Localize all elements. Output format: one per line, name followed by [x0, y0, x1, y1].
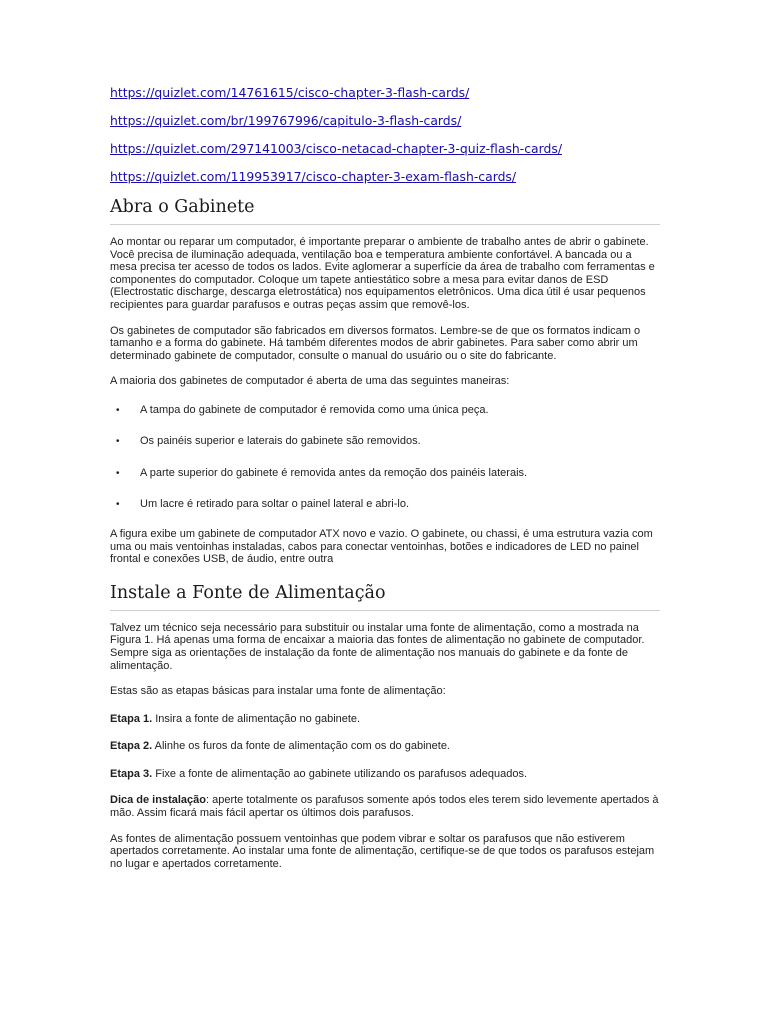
- bullet-list: [110, 404, 660, 512]
- step-label: Etapa 2.: [110, 740, 153, 753]
- step-text: Insira a fonte de alimentação no gabinete.: [152, 712, 361, 725]
- link-quizlet-199767996[interactable]: https://quizlet.com/br/199767996/capitulo-3-flash-cards/: [110, 113, 462, 128]
- tip-label: Dica de instalação: [110, 794, 206, 807]
- link-quizlet-14761615[interactable]: https://quizlet.com/14761615/cisco-chapter-3-flash-cards/: [110, 85, 470, 100]
- link-quizlet-119953917[interactable]: https://quizlet.com/119953917/cisco-chapter-3-exam-flash-cards/: [110, 169, 517, 184]
- document-page: [110, 84, 660, 870]
- paragraph: A maioria dos gabinetes de computador é aberta de uma das seguintes maneiras:: [110, 375, 510, 388]
- step-label: Etapa 1.: [110, 712, 153, 725]
- section-heading-abra-gabinete: Abra o Gabinete: [110, 197, 255, 217]
- list-item: [110, 498, 660, 511]
- list-item-text: Um lacre é retirado para soltar o painel lateral e abri-lo.: [140, 498, 410, 511]
- list-item: [110, 404, 660, 417]
- link-list: [110, 84, 660, 185]
- link-quizlet-297141003[interactable]: https://quizlet.com/297141003/cisco-netacad-chapter-3-quiz-flash-cards/: [110, 141, 562, 156]
- step-label: Etapa 3.: [110, 767, 153, 780]
- paragraph: Talvez um técnico seja necessário para substituir ou instalar uma fonte de alimentação, como a mostrada na Figura 1. Há apenas uma forma de encaixar a maioria das fontes de alimentação no gabinete de computador. Sempre siga as orientações de instalação da fonte de alimentação nos manuais do gabinete e da fonte de alimentação.: [110, 621, 645, 672]
- step-3: [110, 768, 660, 781]
- step-text: Alinhe os furos da fonte de alimentação com os do gabinete.: [152, 740, 450, 753]
- paragraph: As fontes de alimentação possuem ventoinhas que podem vibrar e soltar os parafusos que não estiverem apertados corretamente. Ao instalar uma fonte de alimentação, certifique-se de que todos os parafusos estejam no lugar e apertados corretamente.: [110, 832, 655, 870]
- section-heading-instale-fonte: Instale a Fonte de Alimentação: [110, 582, 386, 603]
- list-item-text: A tampa do gabinete de computador é removida como uma única peça.: [140, 403, 489, 416]
- bullet-icon: •: [116, 499, 120, 511]
- paragraph: Os gabinetes de computador são fabricados em diversos formatos. Lembre-se de que os formatos indicam o tamanho e a forma do gabinete. Há também diferentes modos de abrir gabinetes. Para saber como abrir um determinado gabinete de computador, consulte o manual do usuário ou o site do fabricante.: [110, 324, 641, 362]
- list-item-text: A parte superior do gabinete é removida antes da remoção dos painéis laterais.: [140, 466, 528, 479]
- bullet-icon: •: [116, 467, 120, 479]
- list-item: [110, 467, 660, 480]
- section-divider: [110, 610, 660, 611]
- step-2: [110, 740, 660, 753]
- step-1: [110, 713, 660, 726]
- tip-text: : aperte totalmente os parafusos somente após todos eles terem sido levemente apertados à mão. Assim ficará mais fácil apertar os últimos dois parafusos.: [110, 794, 659, 820]
- bullet-icon: •: [116, 436, 120, 448]
- list-item-text: Os painéis superior e laterais do gabinete são removidos.: [140, 435, 421, 448]
- list-item: [110, 435, 660, 448]
- section-divider: [110, 224, 660, 225]
- paragraph: Estas são as etapas básicas para instalar uma fonte de alimentação:: [110, 685, 446, 698]
- bullet-icon: •: [116, 404, 120, 416]
- installation-tip: [110, 794, 660, 819]
- paragraph: Ao montar ou reparar um computador, é importante preparar o ambiente de trabalho antes de abrir o gabinete. Você precisa de iluminação adequada, ventilação boa e temperatura ambiente confortável. A bancada ou a mesa precisa ter acesso de todos os lados. Evite aglomerar a superfície da área de trabalho com ferramentas e componentes do computador. Coloque um tapete antiestático sobre a mesa para evitar danos de ESD (Electrostatic discharge, descarga eletrostática) nos equipamentos eletrônicos. Uma dica útil é usar pequenos recipientes para guardar parafusos e outras peças assim que removê-los.: [110, 236, 655, 311]
- step-text: Fixe a fonte de alimentação ao gabinete utilizando os parafusos adequados.: [152, 767, 528, 780]
- paragraph: A figura exibe um gabinete de computador ATX novo e vazio. O gabinete, ou chassi, é uma estrutura vazia com uma ou mais ventoinhas instaladas, cabos para conectar ventoinhas, botões e indicadores de LED no painel frontal e conexões USB, de áudio, entre outra: [110, 527, 653, 566]
